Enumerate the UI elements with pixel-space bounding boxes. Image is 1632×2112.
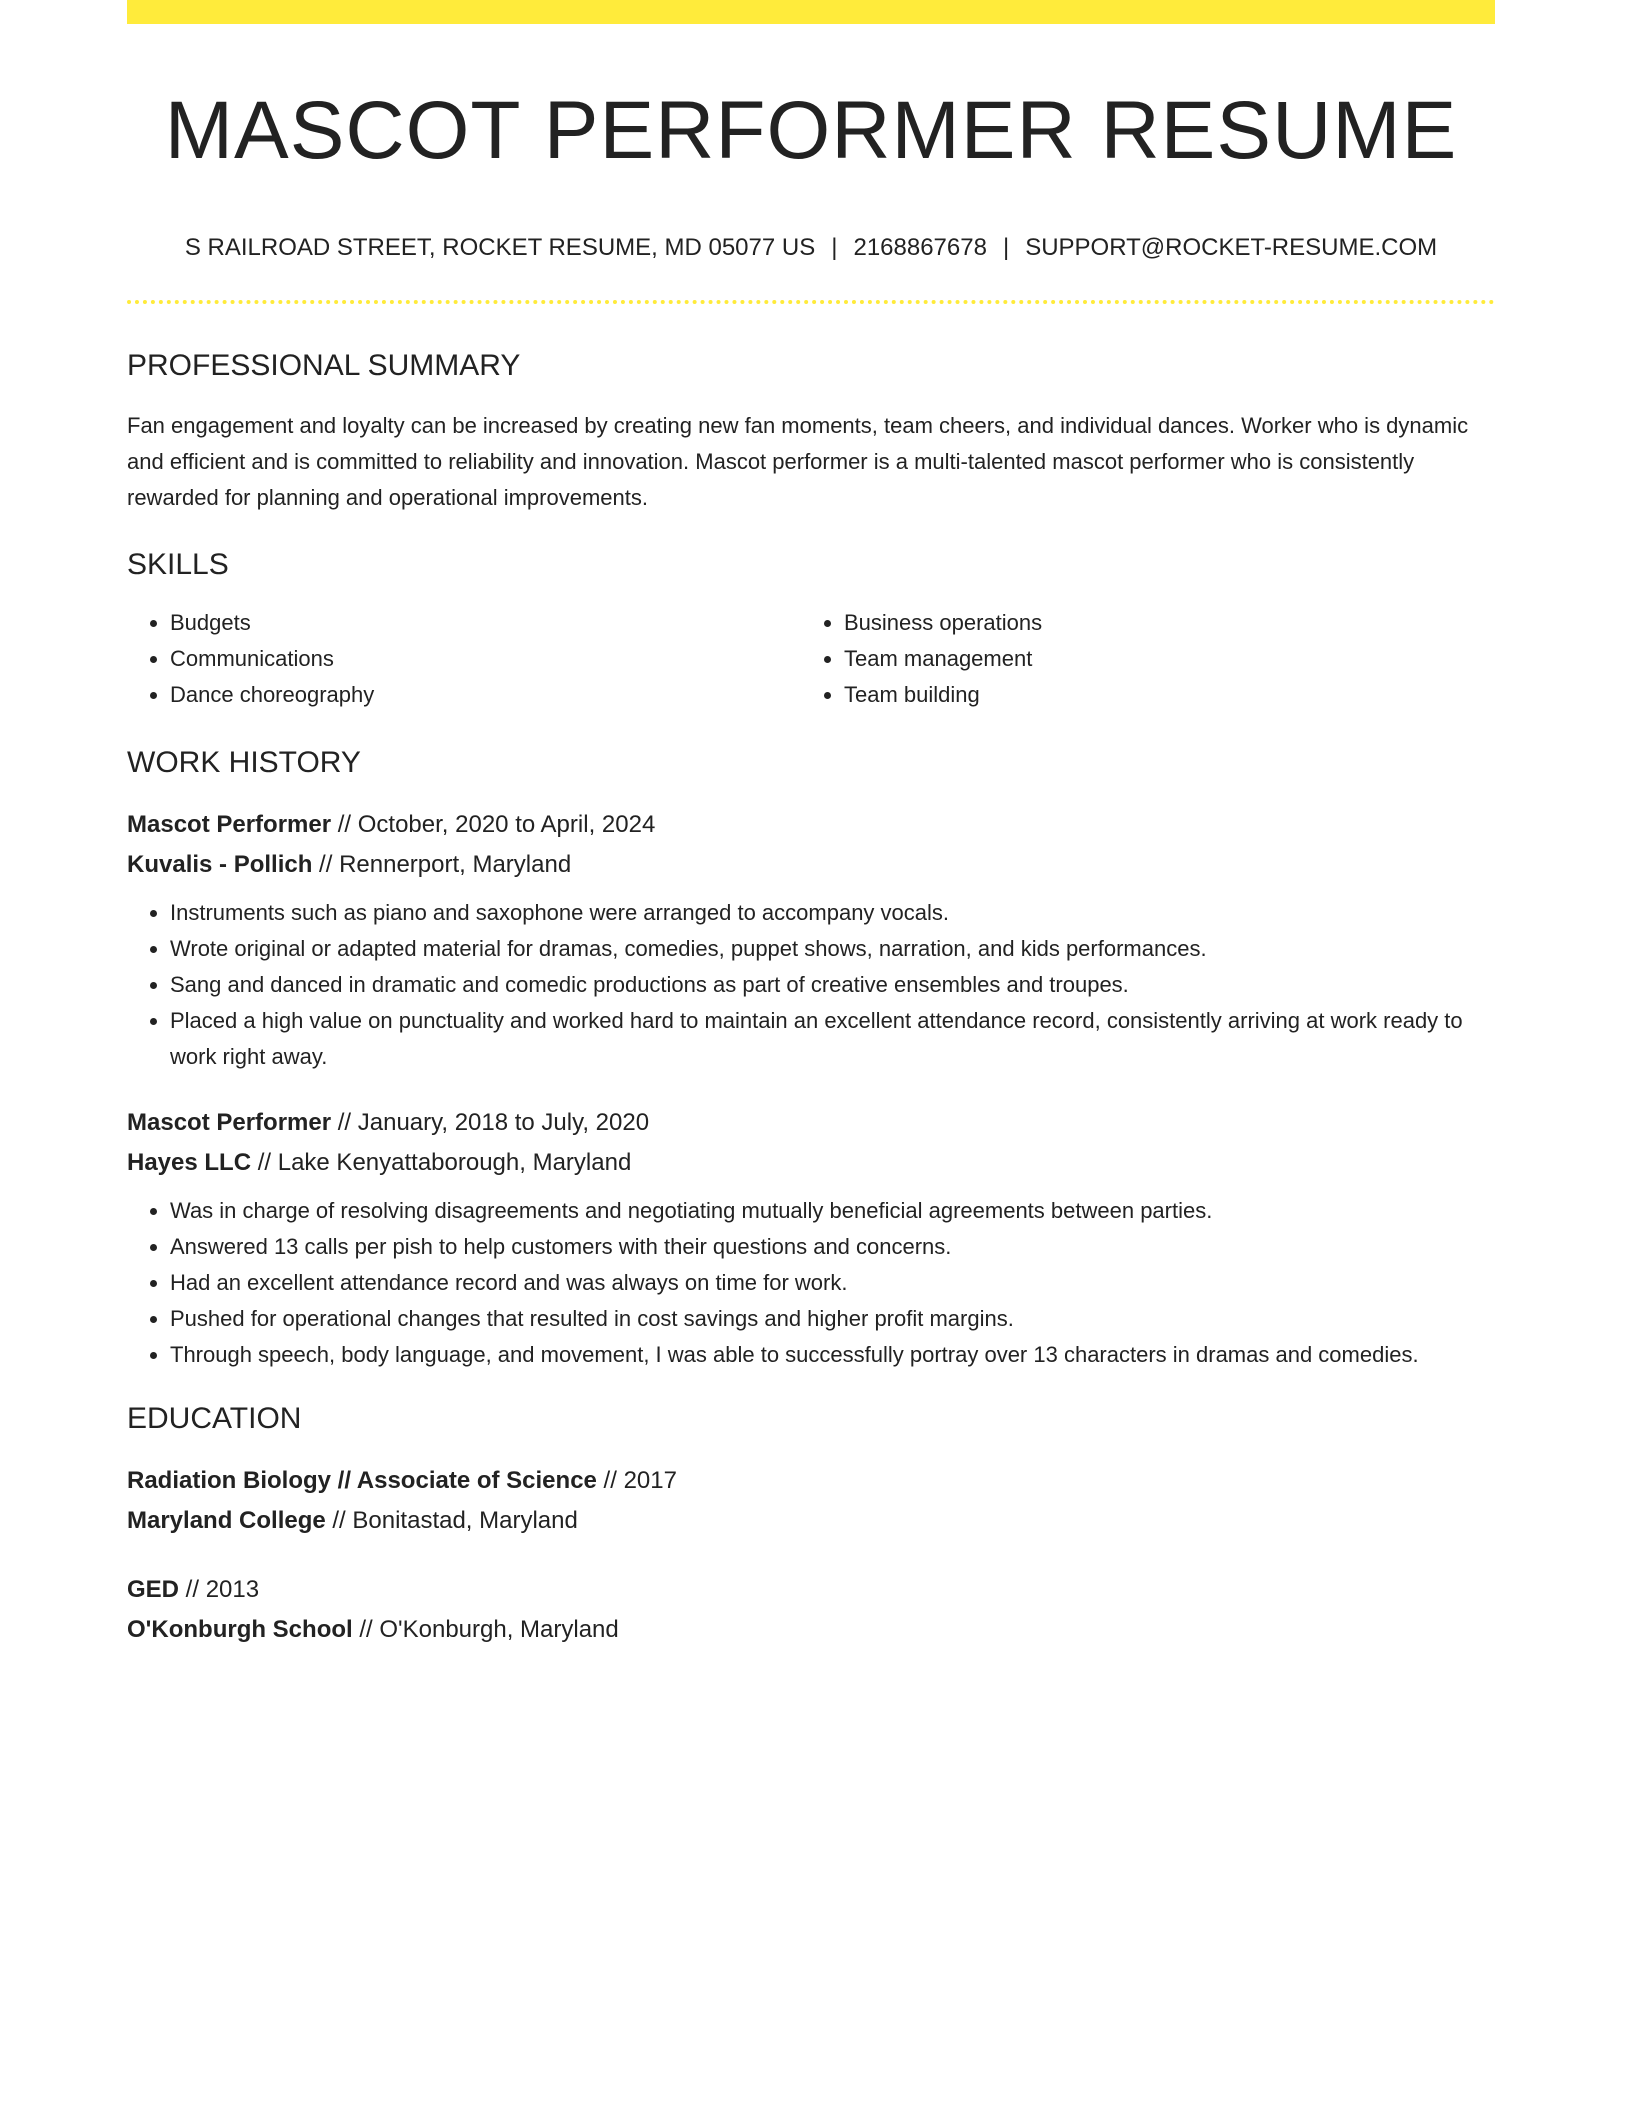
job-location: Lake Kenyattaborough, Maryland bbox=[277, 1148, 632, 1176]
resume-page bbox=[127, 0, 1495, 1650]
education-heading: EDUCATION bbox=[127, 1401, 302, 1435]
education-school-line bbox=[127, 1501, 1495, 1541]
job-bullet: • Sang and danced in dramatic and comedic productions as part of creative ensembles and troupes. bbox=[170, 967, 1495, 1003]
job-dates: October, 2020 to April, 2024 bbox=[357, 810, 656, 838]
education-entry bbox=[127, 1461, 1495, 1541]
education-location: Bonitastad, Maryland bbox=[352, 1506, 578, 1534]
skill-item: • Budgets bbox=[170, 605, 801, 641]
contact-separator: | bbox=[1002, 234, 1010, 262]
summary-heading: PROFESSIONAL SUMMARY bbox=[127, 348, 521, 382]
contact-line bbox=[127, 234, 1495, 263]
job-dates: January, 2018 to July, 2020 bbox=[357, 1108, 650, 1136]
job-bullet: • Through speech, body language, and movement, I was able to successfully portray over 13 characters in dramas and comedies. bbox=[170, 1337, 1495, 1373]
contact-separator: | bbox=[831, 234, 838, 262]
education-degree: GED bbox=[127, 1575, 180, 1603]
skills-column-left bbox=[127, 605, 801, 713]
education-school: Maryland College bbox=[127, 1506, 326, 1534]
job-bullet: • Was in charge of resolving disagreements and negotiating mutually beneficial agreements between parties. bbox=[170, 1193, 1495, 1229]
job-role: Mascot Performer bbox=[127, 1108, 332, 1136]
education-year: 2017 bbox=[623, 1466, 677, 1494]
job-company: Kuvalis - Pollich bbox=[127, 850, 313, 878]
education-school: O'Konburgh School bbox=[127, 1615, 353, 1643]
job-company: Hayes LLC bbox=[127, 1148, 252, 1176]
skills-column-right bbox=[801, 605, 1475, 713]
job-bullet: • Wrote original or adapted material for dramas, comedies, puppet shows, narration, and kids performances. bbox=[170, 931, 1495, 967]
job-company-line bbox=[127, 1143, 1495, 1183]
work-history-heading: WORK HISTORY bbox=[127, 745, 361, 779]
skills-heading: SKILLS bbox=[127, 547, 229, 581]
contact-email: SUPPORT@ROCKET-RESUME.COM bbox=[1025, 234, 1438, 262]
education-degree: Radiation Biology // Associate of Science bbox=[127, 1466, 597, 1494]
skill-item: • Business operations bbox=[844, 605, 1475, 641]
job-role-line bbox=[127, 1103, 1495, 1143]
job-bullet: • Placed a high value on punctuality and worked hard to maintain an excellent attendance record, consistently arriving at work ready to work right away. bbox=[170, 1003, 1495, 1075]
contact-address: S RAILROAD STREET, ROCKET RESUME, MD 05077 US bbox=[184, 234, 816, 262]
skill-item: • Dance choreography bbox=[170, 677, 801, 713]
education-school-line bbox=[127, 1610, 1495, 1650]
job-separator: // bbox=[331, 810, 358, 838]
job-company-line bbox=[127, 845, 1495, 885]
job-separator: // bbox=[331, 1108, 358, 1136]
job-bullet: • Pushed for operational changes that resulted in cost savings and higher profit margins. bbox=[170, 1301, 1495, 1337]
job-role-line bbox=[127, 805, 1495, 845]
education-separator: // bbox=[179, 1575, 206, 1603]
education-location: O'Konburgh, Maryland bbox=[379, 1615, 619, 1643]
job-location: Rennerport, Maryland bbox=[339, 850, 572, 878]
skill-item: • Team building bbox=[844, 677, 1475, 713]
contact-phone: 2168867678 bbox=[853, 234, 987, 262]
job-bullet: • Instruments such as piano and saxophone were arranged to accompany vocals. bbox=[170, 895, 1495, 931]
job-bullets bbox=[127, 1193, 1495, 1373]
summary-text: Fan engagement and loyalty can be increased by creating new fan moments, team cheers, and individual dances. Worker who is dynamic and efficient and is committed to reliability and innovation. Mascot performer is a multi-talented mascot performer who is consistently rewarded for planning and operational improvements. bbox=[127, 412, 1469, 510]
skills-list bbox=[127, 605, 1495, 713]
job-bullets bbox=[127, 895, 1495, 1075]
accent-top-bar bbox=[127, 0, 1495, 24]
education-separator: // bbox=[325, 1506, 353, 1534]
education-entry bbox=[127, 1570, 1495, 1650]
education-degree-line bbox=[127, 1461, 1495, 1501]
job-separator: // bbox=[312, 850, 340, 878]
job-bullet: • Answered 13 calls per pish to help customers with their questions and concerns. bbox=[170, 1229, 1495, 1265]
job-separator: // bbox=[251, 1148, 278, 1176]
dotted-divider bbox=[127, 300, 1495, 304]
job-entry bbox=[127, 805, 1495, 1075]
resume-title: MASCOT PERFORMER RESUME bbox=[164, 85, 1458, 176]
education-year: 2013 bbox=[205, 1575, 260, 1603]
education-separator: // bbox=[352, 1615, 380, 1643]
job-role: Mascot Performer bbox=[127, 810, 332, 838]
skill-item: • Communications bbox=[170, 641, 801, 677]
job-entry bbox=[127, 1103, 1495, 1373]
education-degree-line bbox=[127, 1570, 1495, 1610]
education-separator: // bbox=[596, 1466, 624, 1494]
job-bullet: • Had an excellent attendance record and was always on time for work. bbox=[170, 1265, 1495, 1301]
skill-item: • Team management bbox=[844, 641, 1475, 677]
